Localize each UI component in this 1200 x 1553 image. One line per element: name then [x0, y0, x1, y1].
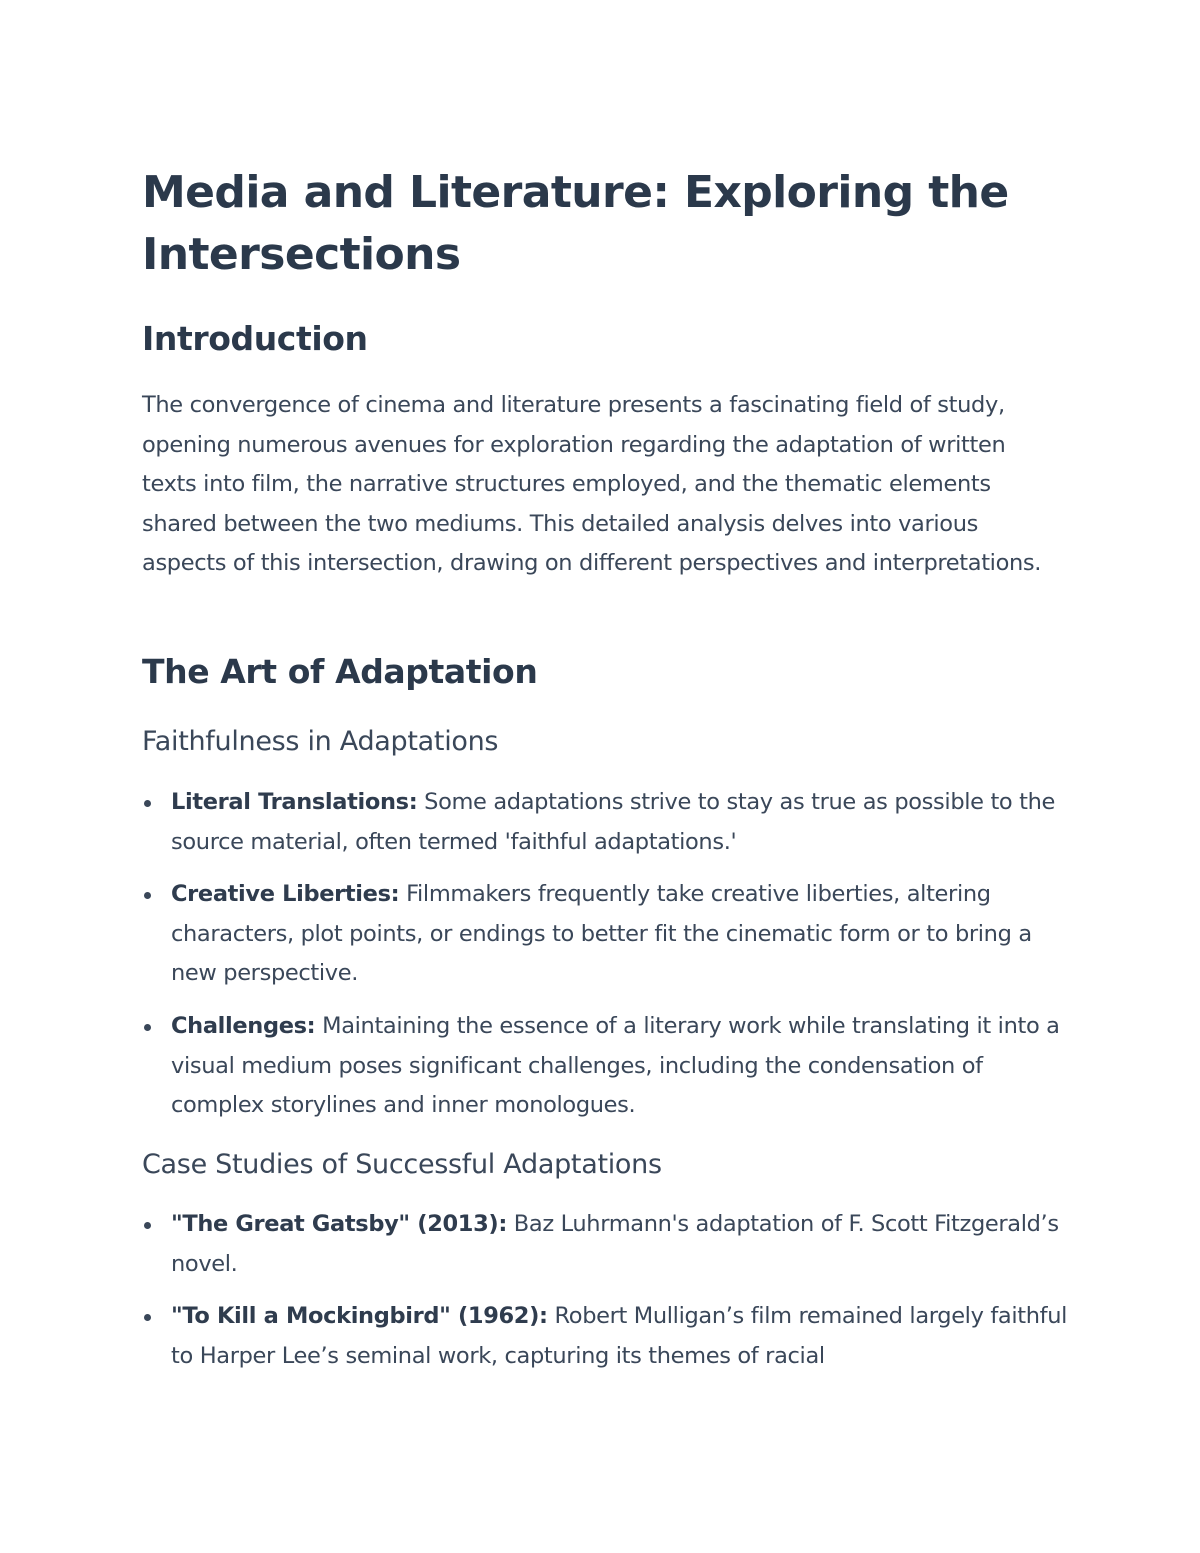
case-studies-heading: Case Studies of Successful Adaptations [142, 1149, 662, 1180]
list-item [142, 1007, 1072, 1126]
document-title: Media and Literature: Exploring the Intersections [142, 167, 1009, 280]
list-item-text: Robert Mulligan’s film remained largely faithful to Harper Lee’s seminal work, capturing its themes of racial [171, 1303, 1068, 1369]
list-item-term: Literal Translations: [171, 789, 418, 815]
faithfulness-heading: Faithfulness in Adaptations [142, 726, 499, 757]
list-item-text: Maintaining the essence of a literary work while translating it into a visual medium poses significant challenges, including the condensation of complex storylines and inner monologues. [171, 1012, 1060, 1119]
list-item [142, 875, 1072, 994]
list-item-term: "To Kill a Mockingbird" (1962): [171, 1303, 548, 1330]
list-item [142, 783, 1072, 862]
list-item-text: Baz Luhrmann's adaptation of F. Scott Fitzgerald’s novel. [171, 1211, 1059, 1277]
list-item-text: Some adaptations strive to stay as true as possible to the source material, often termed 'faithful adaptations.' [171, 789, 1056, 855]
list-item-text: Filmmakers frequently take creative liberties, altering characters, plot points, or endings to better fit the cinematic form or to bring a new perspective. [171, 881, 1032, 987]
list-item-term: Creative Liberties: [171, 881, 400, 908]
introduction-heading: Introduction [142, 319, 368, 358]
faithfulness-list [142, 783, 1072, 1139]
case-studies-list [142, 1205, 1072, 1389]
list-item-term: "The Great Gatsby" (2013): [171, 1211, 507, 1237]
art-of-adaptation-heading: The Art of Adaptation [142, 652, 538, 691]
list-item-term: Challenges: [171, 1012, 316, 1039]
list-item [142, 1205, 1072, 1284]
introduction-paragraph: The convergence of cinema and literature presents a fascinating field of study, opening numerous avenues for exploration regarding the adaptation of written texts into film, the narrative structures employed, and the thematic elements shared between the two mediums. This detailed analysis delves into various aspects of this intersection, drawing on different perspectives and interpretations. [142, 392, 1042, 577]
list-item [142, 1297, 1072, 1376]
